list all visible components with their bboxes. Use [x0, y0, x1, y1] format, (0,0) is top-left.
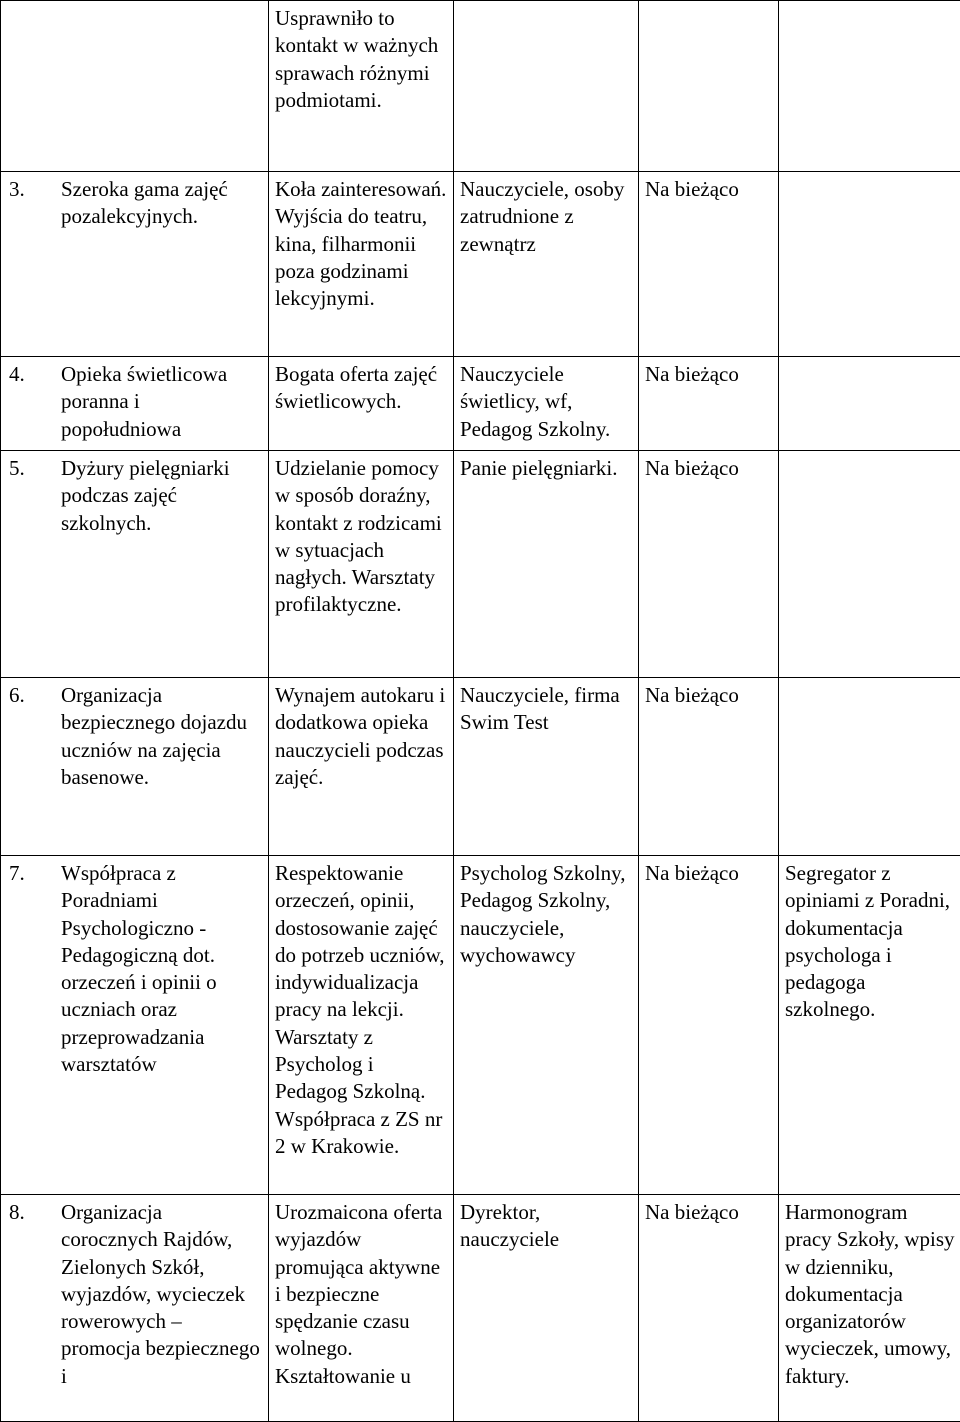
- row-number: 6.: [9, 682, 33, 791]
- responsible-text: Psycholog Szkolny, Pedagog Szkolny, nauczyciele, wychowawcy: [460, 860, 633, 969]
- task-cell: [1, 856, 269, 1195]
- description-cell: [269, 172, 454, 357]
- documentation-cell: [779, 451, 960, 678]
- deadline-cell: [639, 451, 779, 678]
- row-number: 4.: [9, 361, 33, 443]
- responsible-text: Nauczyciele świetlicy, wf, Pedagog Szkolny.: [460, 361, 633, 443]
- task-cell: [1, 357, 269, 451]
- task-text: Organizacja bezpiecznego dojazdu uczniów na zajęcia basenowe.: [33, 682, 262, 791]
- task-text: Dyżury pielęgniarki podczas zajęć szkolnych.: [33, 455, 262, 537]
- documentation-cell: [779, 172, 960, 357]
- documentation-cell: [779, 1, 960, 172]
- documentation-text: Segregator z opiniami z Poradni, dokumentacja psychologa i pedagoga szkolnego.: [785, 860, 956, 1024]
- description-text: Urozmaicona oferta wyjazdów promująca aktywne i bezpieczne spędzanie czasu wolnego. Kształtowanie u: [275, 1199, 448, 1390]
- description-text: Wynajem autokaru i dodatkowa opieka nauczycieli podczas zajęć.: [275, 682, 448, 791]
- row-number: 3.: [9, 176, 33, 231]
- row-number: 7.: [9, 860, 33, 1078]
- row-number: 5.: [9, 455, 33, 537]
- description-cell: [269, 1195, 454, 1422]
- documentation-cell: [779, 856, 960, 1195]
- deadline-cell: [639, 172, 779, 357]
- deadline-cell: [639, 678, 779, 856]
- task-text: Szeroka gama zajęć pozalekcyjnych.: [33, 176, 262, 231]
- deadline-text: Na bieżąco: [645, 176, 773, 203]
- description-cell: [269, 1, 454, 172]
- responsible-text: Panie pielęgniarki.: [460, 455, 633, 482]
- description-text: Bogata oferta zajęć świetlicowych.: [275, 361, 448, 416]
- deadline-text: Na bieżąco: [645, 1199, 773, 1226]
- task-cell: [1, 1, 269, 172]
- documentation-text: Harmonogram pracy Szkoły, wpisy w dzienniku, dokumentacja organizatorów wycieczek, umowy, faktury.: [785, 1199, 956, 1390]
- table-row: [1, 172, 960, 357]
- description-text: Koła zainteresowań. Wyjścia do teatru, kina, filharmonii poza godzinami lekcyjnymi.: [275, 176, 448, 312]
- responsible-cell: [454, 856, 639, 1195]
- task-cell: [1, 1195, 269, 1422]
- documentation-cell: [779, 678, 960, 856]
- deadline-text: Na bieżąco: [645, 860, 773, 887]
- deadline-cell: [639, 856, 779, 1195]
- table-row: [1, 451, 960, 678]
- deadline-text: Na bieżąco: [645, 455, 773, 482]
- deadline-cell: [639, 357, 779, 451]
- description-cell: [269, 357, 454, 451]
- task-cell: [1, 451, 269, 678]
- task-cell: [1, 678, 269, 856]
- description-text: Udzielanie pomocy w sposób doraźny, kontakt z rodzicami w sytuacjach nagłych. Warsztaty profilaktyczne.: [275, 455, 448, 619]
- task-text: Organizacja corocznych Rajdów, Zielonych Szkół, wyjazdów, wycieczek rowerowych – promocja bezpiecznego i: [33, 1199, 262, 1390]
- documentation-cell: [779, 1195, 960, 1422]
- responsible-text: Dyrektor, nauczyciele: [460, 1199, 633, 1254]
- row-number: 8.: [9, 1199, 33, 1390]
- table-row: [1, 678, 960, 856]
- deadline-text: Na bieżąco: [645, 361, 773, 388]
- documentation-cell: [779, 357, 960, 451]
- responsible-cell: [454, 451, 639, 678]
- table-row: [1, 856, 960, 1195]
- responsible-cell: [454, 678, 639, 856]
- table-row: [1, 357, 960, 451]
- responsible-cell: [454, 1, 639, 172]
- description-cell: [269, 451, 454, 678]
- responsible-cell: [454, 172, 639, 357]
- table-row: [1, 1195, 960, 1422]
- description-text: Usprawniło to kontakt w ważnych sprawach różnymi podmiotami.: [275, 5, 448, 114]
- task-cell: [1, 172, 269, 357]
- description-cell: [269, 856, 454, 1195]
- responsible-text: Nauczyciele, osoby zatrudnione z zewnątrz: [460, 176, 633, 258]
- task-text: Współpraca z Poradniami Psychologiczno - Pedagogiczną dot. orzeczeń i opinii o uczniach oraz przeprowadzania warsztatów: [33, 860, 262, 1078]
- description-text: Respektowanie orzeczeń, opinii, dostosowanie zajęć do potrzeb uczniów, indywidualizacja pracy na lekcji. Warsztaty z Psycholog i Pedagog Szkolną. Współpraca z ZS nr 2 w Krakowie.: [275, 860, 448, 1160]
- responsible-cell: [454, 357, 639, 451]
- task-text: Opieka świetlicowa poranna i popołudniowa: [33, 361, 262, 443]
- responsible-text: Nauczyciele, firma Swim Test: [460, 682, 633, 737]
- deadline-cell: [639, 1, 779, 172]
- table-row: [1, 1, 960, 172]
- deadline-cell: [639, 1195, 779, 1422]
- deadline-text: Na bieżąco: [645, 682, 773, 709]
- description-cell: [269, 678, 454, 856]
- responsible-cell: [454, 1195, 639, 1422]
